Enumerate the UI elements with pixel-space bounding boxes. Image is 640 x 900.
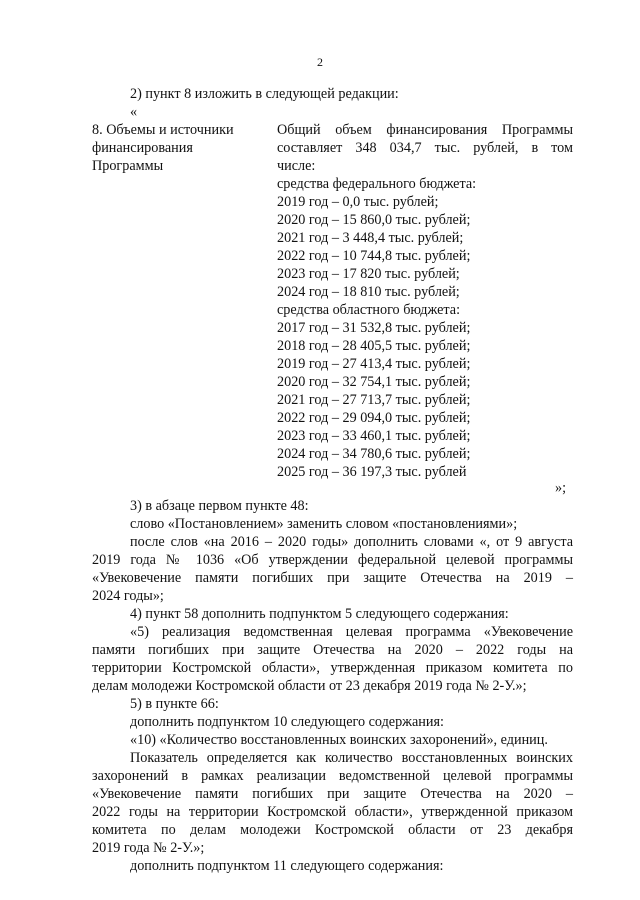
federal-budget-line: 2021 год – 3 448,4 тыс. рублей; (277, 230, 464, 246)
item-2-intro: 2) пункт 8 изложить в следующей редакции: (130, 86, 399, 102)
regional-budget-line: 2020 год – 32 754,1 тыс. рублей; (277, 374, 471, 390)
item-5-heading: 5) в пункте 66: (130, 696, 219, 712)
item-3-line: слово «Постановлением» заменить словом «постановлениями»; (130, 516, 518, 532)
table-left-line: Программы (92, 158, 164, 174)
regional-budget-header: средства областного бюджета: (277, 302, 461, 318)
page-number: 2 (317, 55, 323, 69)
item-3-heading: 3) в абзаце первом пункте 48: (130, 498, 309, 514)
item-3-paragraph-line: 2019 года № 1036 «Об утверждении федеральной целевой программы (92, 552, 573, 568)
table-left-line: финансирования (92, 140, 193, 156)
regional-budget-line: 2022 год – 29 094,0 тыс. рублей; (277, 410, 471, 426)
open-quote: « (130, 104, 138, 120)
item-4-paragraph-line: делам молодежи Костромской области от 23 декабря 2019 года № 2-У.»; (92, 678, 527, 694)
close-quote: »; (555, 480, 567, 496)
federal-budget-line: 2024 год – 18 810 тыс. рублей; (277, 284, 460, 300)
item-5-paragraph-line: 2022 годы на территории Костромской области», утвержденной приказом (92, 804, 573, 820)
item-5-paragraph-line: комитета по делам молодежи Костромской области от 23 декабря (92, 822, 573, 838)
item-3-paragraph-line: после слов «на 2016 – 2020 годы» дополнить словами «, от 9 августа (130, 534, 573, 550)
regional-budget-line: 2021 год – 27 713,7 тыс. рублей; (277, 392, 471, 408)
item-5-line: дополнить подпунктом 10 следующего содержания: (130, 714, 444, 730)
item-5-paragraph-line: захоронений в рамках реализации ведомственной целевой программы (92, 768, 573, 784)
item-4-heading: 4) пункт 58 дополнить подпунктом 5 следующего содержания: (130, 606, 509, 622)
item-5-paragraph-line: «Увековечение памяти погибших при защите Отечества на 2020 – (92, 786, 573, 802)
regional-budget-line: 2017 год – 31 532,8 тыс. рублей; (277, 320, 471, 336)
item-3-paragraph-line: «Увековечение памяти погибших при защите Отечества на 2019 – (92, 570, 573, 586)
item-3-paragraph-line: 2024 годы»; (92, 588, 164, 604)
item-5-paragraph-line: Показатель определяется как количество восстановленных воинских (130, 750, 573, 766)
table-right-intro: числе: (277, 158, 316, 174)
item-5-paragraph-line: 2019 года № 2-У.»; (92, 840, 205, 856)
regional-budget-line: 2025 год – 36 197,3 тыс. рублей (277, 464, 467, 480)
federal-budget-line: 2022 год – 10 744,8 тыс. рублей; (277, 248, 471, 264)
regional-budget-line: 2018 год – 28 405,5 тыс. рублей; (277, 338, 471, 354)
table-right-intro: составляет 348 034,7 тыс. рублей, в том (277, 140, 573, 156)
regional-budget-line: 2019 год – 27 413,4 тыс. рублей; (277, 356, 471, 372)
federal-budget-line: 2019 год – 0,0 тыс. рублей; (277, 194, 439, 210)
federal-budget-line: 2020 год – 15 860,0 тыс. рублей; (277, 212, 471, 228)
table-right-intro: Общий объем финансирования Программы (277, 122, 573, 138)
federal-budget-header: средства федерального бюджета: (277, 176, 477, 192)
item-4-paragraph-line: «5) реализация ведомственная целевая программа «Увековечение (130, 624, 573, 640)
item-4-paragraph-line: территории Костромской области», утвержденная приказом комитета по (92, 660, 573, 676)
regional-budget-line: 2023 год – 33 460,1 тыс. рублей; (277, 428, 471, 444)
item-5-line: дополнить подпунктом 11 следующего содержания: (130, 858, 444, 874)
regional-budget-line: 2024 год – 34 780,6 тыс. рублей; (277, 446, 471, 462)
federal-budget-line: 2023 год – 17 820 тыс. рублей; (277, 266, 460, 282)
item-5-line: «10) «Количество восстановленных воинских захоронений», единиц. (130, 732, 548, 748)
item-4-paragraph-line: памяти погибших при защите Отечества на 2020 – 2022 годы на (92, 642, 573, 658)
table-left-line: 8. Объемы и источники (92, 122, 234, 138)
